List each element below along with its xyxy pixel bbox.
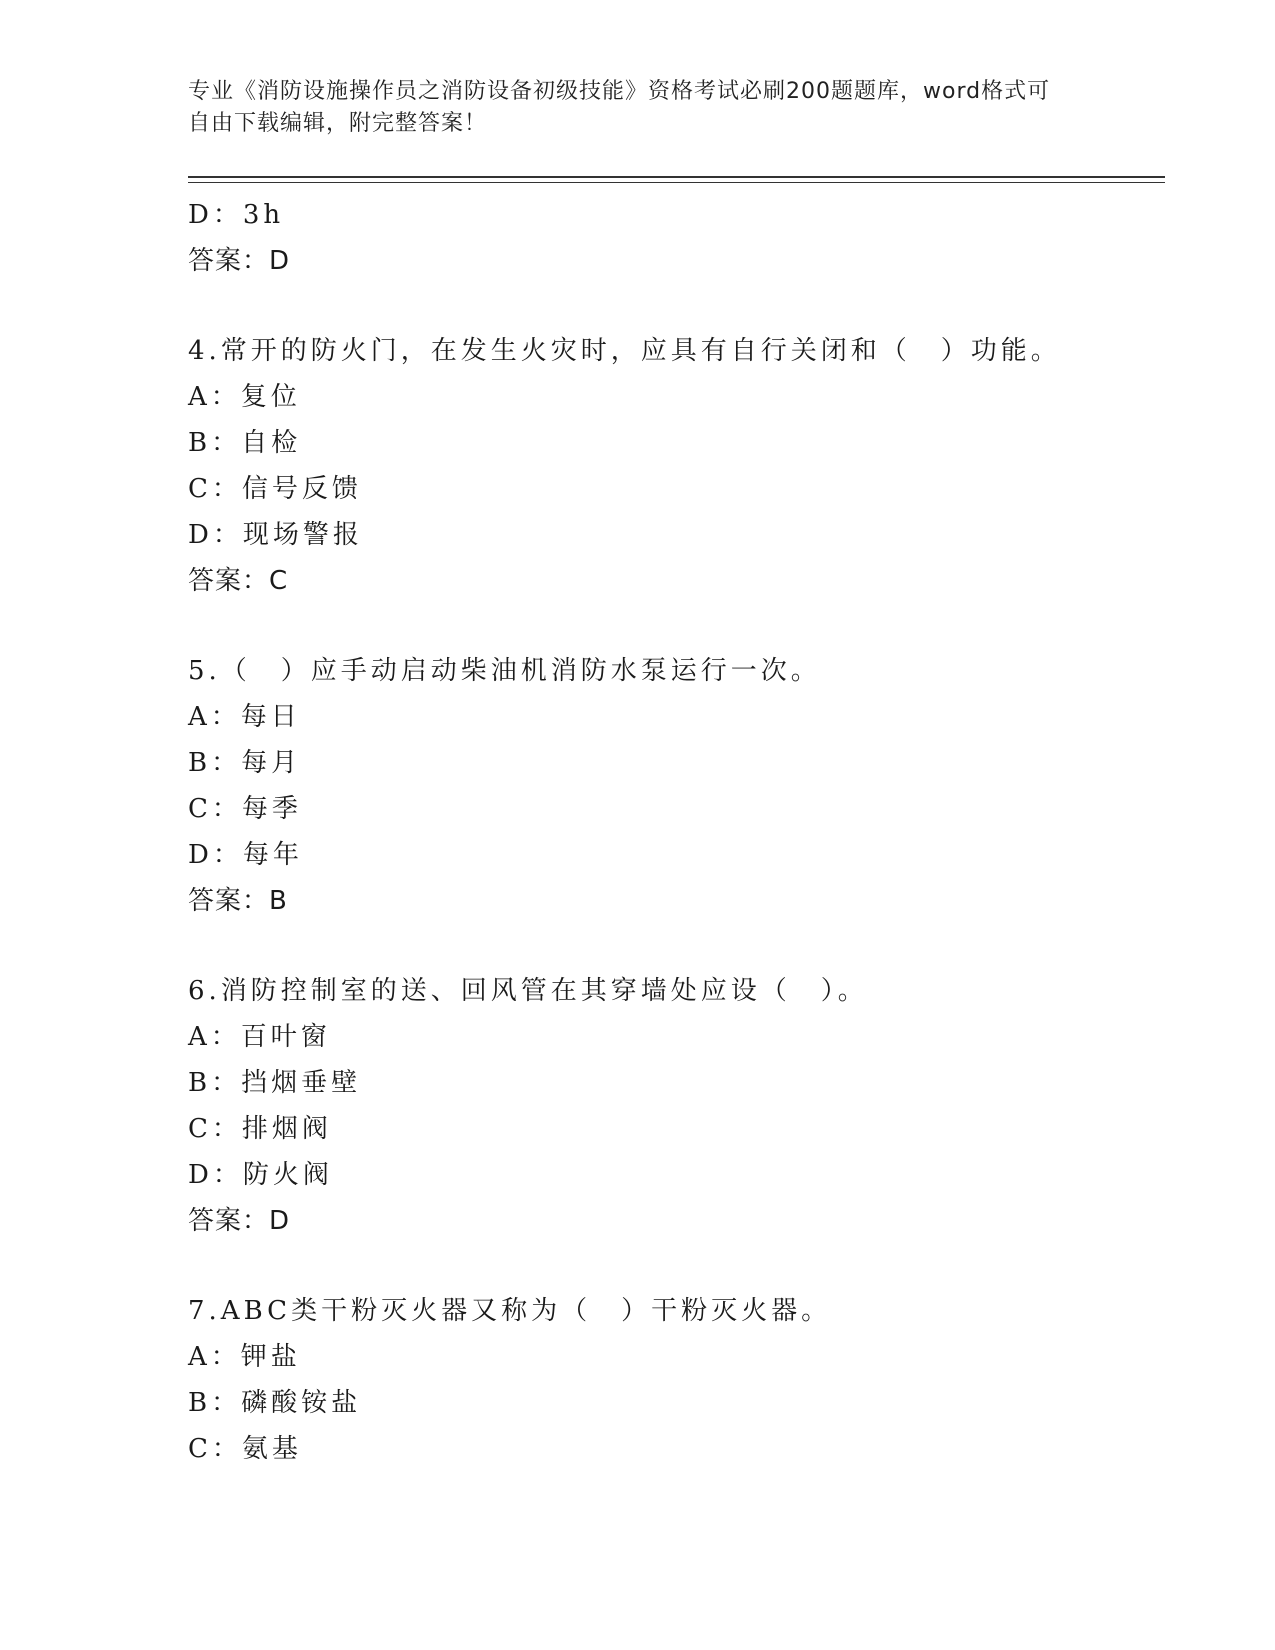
spacer	[188, 284, 1165, 328]
question-block-5	[188, 648, 1165, 924]
option-a: A：复位	[188, 382, 301, 412]
header-title: 专业《消防设施操作员之消防设备初级技能》资格考试必刷200题题库，word格式可自由下载编辑，附完整答案！	[188, 79, 1051, 136]
option-b: B：磷酸铵盐	[188, 1388, 362, 1418]
option-b: B：挡烟垂壁	[188, 1068, 362, 1098]
header-divider-thick	[188, 176, 1165, 178]
option-c: C：每季	[188, 794, 302, 824]
header-divider-thin	[188, 182, 1165, 183]
option-d: D：3h	[188, 200, 285, 230]
document-header	[188, 76, 1068, 140]
question-text: 4.常开的防火门，在发生火灾时，应具有自行关闭和（ ）功能。	[188, 336, 1061, 366]
question-block-7	[188, 1288, 1165, 1472]
question-block-6	[188, 968, 1165, 1244]
option-b: B：自检	[188, 428, 302, 458]
question-text: 7.ABC类干粉灭火器又称为（ ）干粉灭火器。	[188, 1296, 832, 1326]
answer-line: 答案：C	[188, 566, 289, 596]
option-b: B：每月	[188, 748, 302, 778]
spacer	[188, 1244, 1165, 1288]
question-block-4	[188, 328, 1165, 604]
option-c: C：氨基	[188, 1434, 302, 1464]
answer-line: 答案：B	[188, 886, 288, 916]
question-text: 6.消防控制室的送、回风管在其穿墙处应设（ ）。	[188, 976, 868, 1006]
option-a: A：钾盐	[188, 1342, 301, 1372]
answer-line: 答案：D	[188, 246, 291, 276]
question-text: 5.（ ）应手动启动柴油机消防水泵运行一次。	[188, 656, 821, 686]
option-c: C：排烟阀	[188, 1114, 332, 1144]
spacer	[188, 924, 1165, 968]
question-list	[188, 192, 1165, 1472]
option-d: D：现场警报	[188, 520, 363, 550]
option-d: D：防火阀	[188, 1160, 333, 1190]
option-d: D：每年	[188, 840, 303, 870]
spacer	[188, 604, 1165, 648]
option-a: A：每日	[188, 702, 301, 732]
option-a: A：百叶窗	[188, 1022, 331, 1052]
option-c: C：信号反馈	[188, 474, 362, 504]
answer-line: 答案：D	[188, 1206, 291, 1236]
